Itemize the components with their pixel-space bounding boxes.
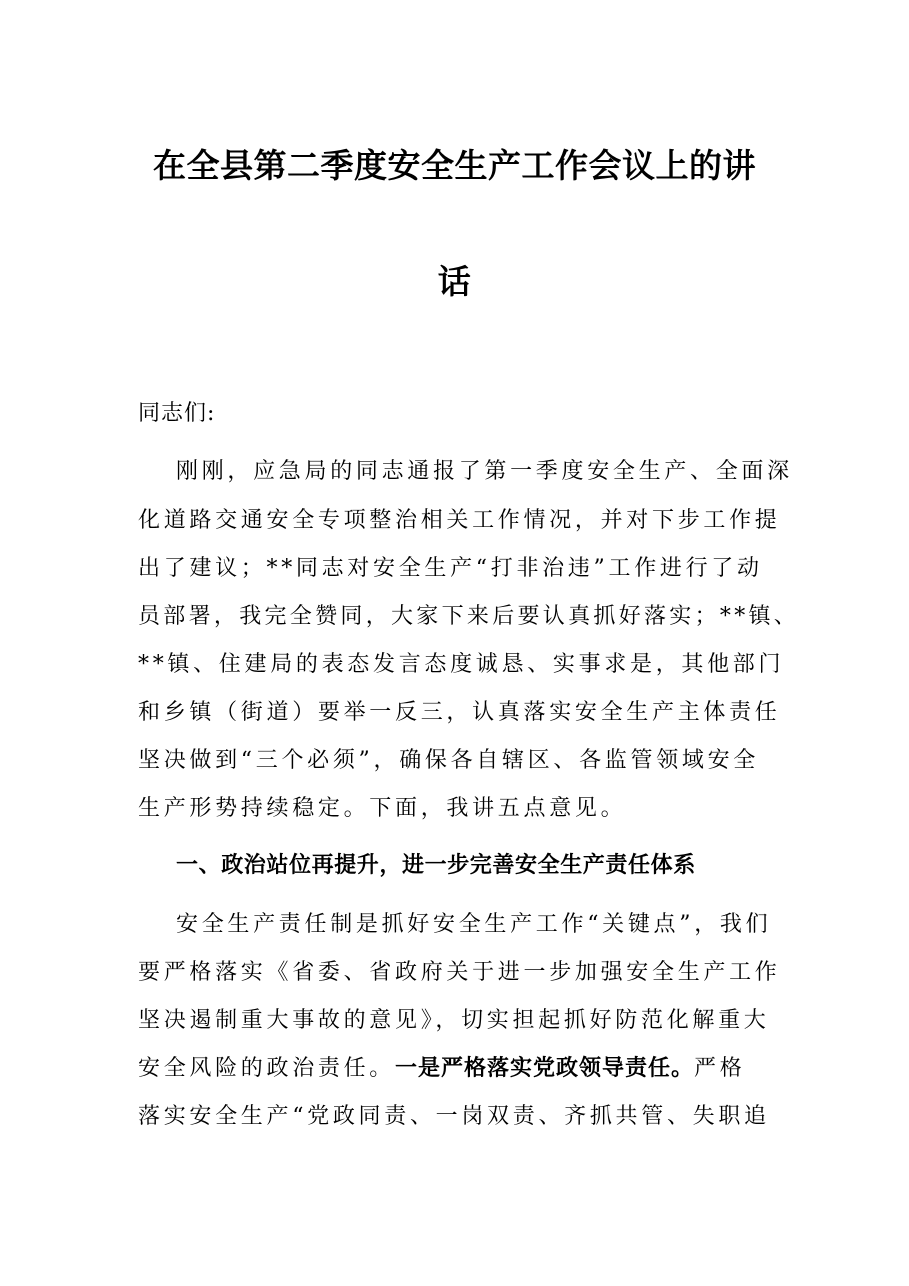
- salutation: 同志们:: [138, 401, 216, 426]
- paragraph-2-line-5: 落实安全生产“党政同责、一岗双责、齐抓共管、失职追: [138, 1104, 770, 1129]
- paragraph-2-line-4-tail: 严格: [694, 1056, 746, 1081]
- document-title-line-1: 在全县第二季度安全生产工作会议上的讲: [153, 146, 756, 185]
- paragraph-1-line-6: 和乡镇（街道）要举一反三，认真落实安全生产主体责任: [138, 700, 781, 725]
- paragraph-1-line-7: 坚决做到“三个必须”，确保各自辖区、各监管领域安全: [138, 748, 759, 773]
- emphasis-text: 一是严格落实党政领导责任。: [395, 1056, 695, 1081]
- paragraph-1-line-8: 生产形势持续稳定。下面，我讲五点意见。: [138, 796, 627, 821]
- paragraph-1-line-3: 出了建议；**同志对安全生产“打非治违”工作进行了动: [138, 556, 763, 581]
- paragraph-2-line-2: 要严格落实《省委、省政府关于进一步加强安全生产工作: [138, 960, 781, 985]
- paragraph-2-line-1: 安全生产责任制是抓好安全生产工作“关键点”，我们: [176, 912, 772, 937]
- paragraph-2-line-3: 坚决遏制重大事故的意见》，切实担起抓好防范化解重大: [138, 1008, 770, 1033]
- document-title-line-2: 话: [437, 262, 472, 301]
- paragraph-2-line-4-text: 安全风险的政治责任。: [138, 1056, 396, 1081]
- paragraph-1-line-5: **镇、住建局的表态发言态度诚恳、实事求是，其他部门: [138, 652, 785, 677]
- paragraph-1-line-2: 化道路交通安全专项整治相关工作情况，并对下步工作提: [138, 508, 781, 533]
- section-heading-1: 一、政治站位再提升，进一步完善安全生产责任体系: [176, 853, 696, 878]
- paragraph-1-line-1: 刚刚，应急局的同志通报了第一季度安全生产、全面深: [176, 459, 793, 484]
- paragraph-1-line-4: 员部署，我完全赞同，大家下来后要认真抓好落实；**镇、: [138, 604, 800, 629]
- paragraph-2-line-4: [138, 1055, 745, 1083]
